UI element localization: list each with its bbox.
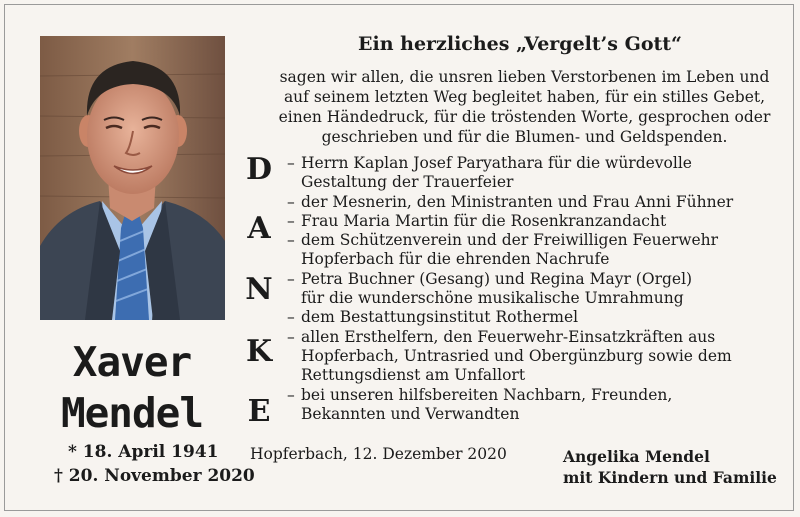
dash-marker: –	[287, 308, 295, 327]
thanks-item	[287, 231, 792, 270]
death-date: † 20. November 2020	[54, 466, 255, 486]
thanks-line: allen Ersthelfern, den Feuerwehr-Einsatzkräften aus	[301, 327, 716, 346]
place-and-date: Hopferbach, 12. Dezember 2020	[250, 445, 507, 463]
dash-marker: –	[287, 192, 295, 211]
thanks-line: dem Bestattungsinstitut Rothermel	[301, 308, 579, 327]
danke-letter: A	[247, 211, 271, 246]
dash-marker: –	[287, 269, 295, 288]
thanks-line: Rettungsdienst am Unfallort	[301, 366, 526, 385]
thanks-item	[287, 212, 792, 231]
thanks-item	[287, 308, 792, 327]
thanks-line: der Mesnerin, den Ministranten und Frau Anni Fühner	[301, 192, 734, 211]
thanks-line: Gestaltung der Trauerfeier	[301, 173, 514, 192]
thanks-line: Frau Maria Martin für die Rosenkranzandacht	[301, 211, 667, 230]
intro-line: auf seinem letzten Weg begleitet haben, für ein stilles Gebet,	[283, 88, 766, 106]
thanks-list	[287, 154, 792, 424]
thanks-line: Hopferbach, Untrasried und Obergünzburg sowie dem	[301, 346, 732, 365]
thanks-line: dem Schützenverein und der Freiwilligen Feuerwehr	[301, 231, 719, 250]
thanks-line: für die wunderschöne musikalische Umrahmung	[301, 289, 684, 308]
thanks-line: Herrn Kaplan Josef Paryathara für die würdevolle	[301, 154, 692, 172]
dash-marker: –	[287, 327, 295, 346]
thanks-item	[287, 270, 792, 309]
danke-letter: N	[245, 272, 273, 307]
signature-name: Angelika Mendel	[563, 447, 710, 466]
thanks-line: Bekannten und Verwandten	[301, 404, 520, 423]
dash-marker: –	[287, 211, 295, 230]
dash-marker: –	[287, 385, 295, 404]
intro-line: geschrieben und für die Blumen- und Geldspenden.	[321, 128, 728, 146]
intro-line: einen Händedruck, für die tröstenden Worte, gesprochen oder	[278, 108, 771, 126]
thanks-item	[287, 386, 792, 425]
intro-line: sagen wir allen, die unsren lieben Verstorbenen im Leben und	[279, 68, 770, 86]
signature	[563, 446, 777, 488]
thanks-line: Hopferbach für die ehrenden Nachrufe	[301, 250, 610, 269]
dash-marker: –	[287, 231, 295, 250]
thanks-line: Petra Buchner (Gesang) und Regina Mayr (Orgel)	[301, 269, 693, 288]
thanks-item	[287, 154, 792, 193]
portrait-photo	[40, 36, 225, 320]
danke-letter: E	[247, 394, 271, 429]
thanks-item	[287, 193, 792, 212]
dash-marker: –	[287, 154, 295, 172]
intro-paragraph	[252, 67, 797, 147]
thanks-line: bei unseren hilfsbereiten Nachbarn, Freunden,	[301, 385, 673, 404]
danke-letter: D	[245, 152, 272, 187]
signature-family: mit Kindern und Familie	[563, 468, 777, 487]
deceased-first-name: Xaver	[72, 338, 192, 386]
danke-letter: K	[245, 334, 273, 369]
thanks-item	[287, 328, 792, 386]
deceased-last-name: Mendel	[60, 389, 204, 437]
birth-date: * 18. April 1941	[68, 442, 219, 462]
thanks-heading: Ein herzliches „Vergelt’s Gott“	[358, 33, 682, 55]
